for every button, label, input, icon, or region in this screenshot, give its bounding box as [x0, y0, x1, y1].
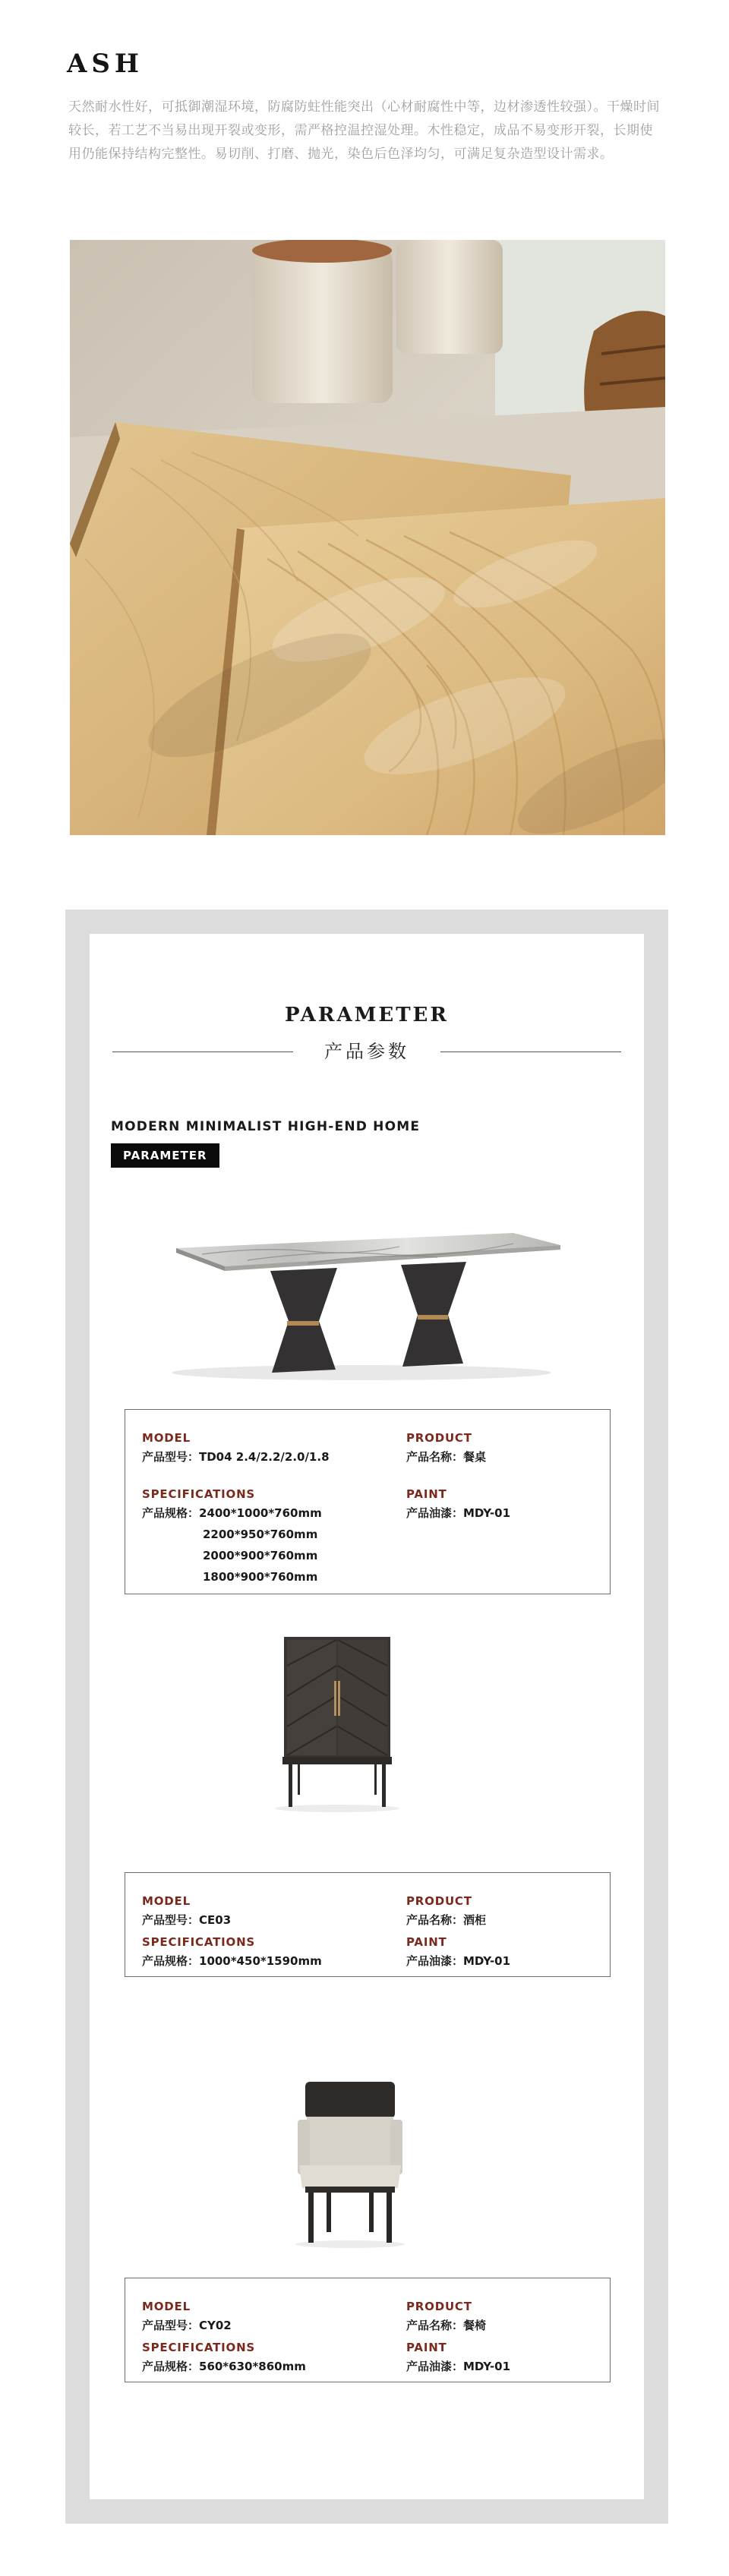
spec-box-cabinet	[125, 1872, 611, 1977]
model-label: MODEL	[142, 1894, 191, 1908]
parameter-subheading: 产品参数	[324, 1041, 409, 1062]
wine-cabinet-image	[261, 1620, 413, 1813]
parameter-panel	[90, 934, 644, 2499]
model-label: MODEL	[142, 1431, 191, 1445]
spec-box-chair	[125, 2278, 611, 2382]
product-label: PRODUCT	[406, 2300, 472, 2313]
parameter-badge: PARAMETER	[111, 1143, 219, 1168]
specifications-field	[142, 1934, 322, 1972]
paint-value: 产品油漆：MDY-01	[406, 1954, 511, 1968]
product-field	[406, 2298, 486, 2336]
product-field	[406, 1893, 486, 1931]
series-title: MODERN MINIMALIST HIGH-END HOME	[111, 1119, 421, 1134]
specifications-label: SPECIFICATIONS	[142, 1487, 256, 1501]
spec-box-table	[125, 1409, 611, 1594]
specifications-value: 2200*950*760mm	[203, 1528, 318, 1541]
paint-label: PAINT	[406, 1935, 447, 1949]
paint-label: PAINT	[406, 1487, 447, 1501]
paint-field	[406, 1486, 510, 1524]
product-label: PRODUCT	[406, 1894, 472, 1908]
product-value: 产品名称：餐椅	[406, 2319, 487, 2332]
specifications-value: 2000*900*760mm	[203, 1549, 318, 1562]
specifications-value: 产品规格：2400*1000*760mm	[142, 1506, 322, 1520]
model-label: MODEL	[142, 2300, 191, 2313]
specifications-value: 1800*900*760mm	[203, 1570, 318, 1584]
specifications-value: 产品规格：1000*450*1590mm	[142, 1954, 322, 1968]
paint-label: PAINT	[406, 2341, 447, 2354]
parameter-frame	[65, 910, 668, 2524]
specifications-label: SPECIFICATIONS	[142, 2341, 256, 2354]
dining-chair-image	[278, 2076, 422, 2250]
product-value: 产品名称：酒柜	[406, 1913, 487, 1927]
model-value: 产品型号：CY02	[142, 2319, 232, 2332]
specifications-field	[142, 2339, 306, 2377]
product-value: 产品名称：餐桌	[406, 1450, 487, 1464]
paint-value: 产品油漆：MDY-01	[406, 1506, 511, 1520]
dining-table-image	[156, 1201, 580, 1382]
model-field	[142, 2298, 232, 2336]
model-value: 产品型号：CE03	[142, 1913, 232, 1927]
ash-wood-photo	[70, 240, 665, 835]
product-label: PRODUCT	[406, 1431, 472, 1445]
parameter-subheading-row	[112, 1039, 621, 1064]
parameter-heading: PARAMETER	[285, 1004, 449, 1026]
specifications-label: SPECIFICATIONS	[142, 1935, 256, 1949]
paint-field	[406, 1934, 510, 1972]
specifications-field	[142, 1486, 322, 1588]
paint-field	[406, 2339, 510, 2377]
paint-value: 产品油漆：MDY-01	[406, 2360, 511, 2373]
product-field	[406, 1430, 486, 1468]
model-value: 产品型号：TD04 2.4/2.2/2.0/1.8	[142, 1450, 330, 1464]
model-field	[142, 1430, 330, 1468]
ash-description: 天然耐水性好，可抵御潮湿环境，防腐防蛀性能突出（心材耐腐性中等，边材渗透性较强）。干燥时间较长，若工艺不当易出现开裂或变形，需严格控温控湿处理。木性稳定，成品不易变形开裂，长期使用仍能保持结构完整性。易切削、打磨、抛光，染色后色泽均匀，可满足复杂造型设计需求。	[68, 99, 660, 162]
specifications-value: 产品规格：560*630*860mm	[142, 2360, 306, 2373]
model-field	[142, 1893, 231, 1931]
ash-title: ASH	[67, 49, 144, 79]
